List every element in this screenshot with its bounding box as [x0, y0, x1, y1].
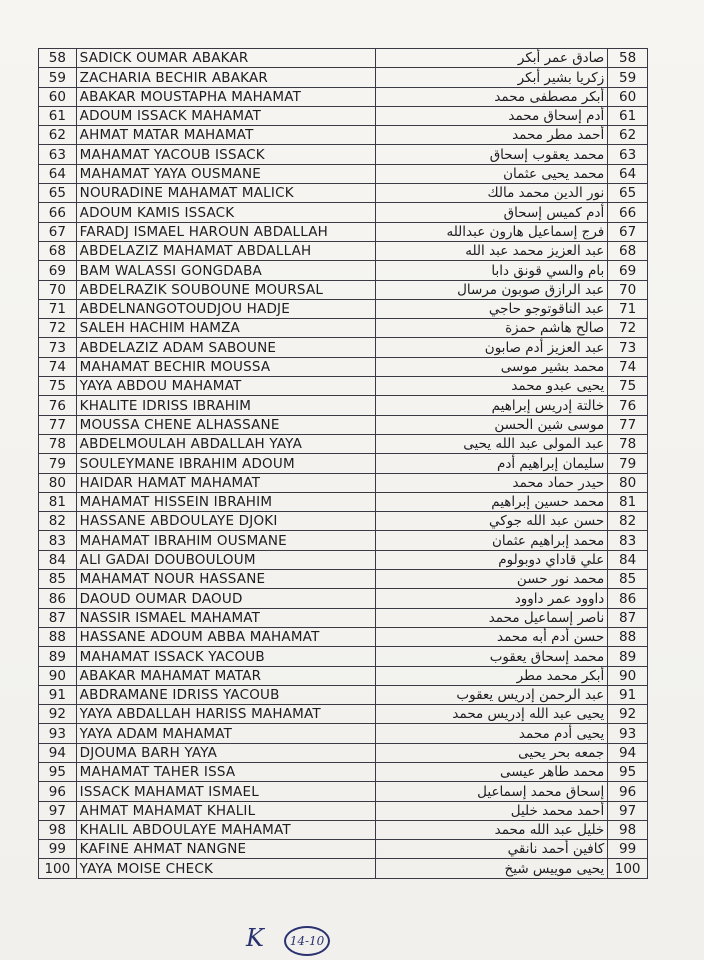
- latin-name-cell: MAHAMAT YACOUB ISSACK: [76, 145, 375, 164]
- arabic-name-cell: محمد يحيى عثمان: [376, 164, 608, 183]
- table-row: [39, 222, 648, 241]
- table-row: [39, 106, 648, 125]
- row-number-left: 63: [39, 145, 77, 164]
- table-row: [39, 705, 648, 724]
- latin-name-cell: NOURADINE MAHAMAT MALICK: [76, 184, 375, 203]
- row-number-left: 69: [39, 261, 77, 280]
- row-number-right: 64: [608, 164, 648, 183]
- latin-name-cell: KHALITE IDRISS IBRAHIM: [76, 396, 375, 415]
- row-number-left: 72: [39, 319, 77, 338]
- arabic-name-cell: عبد العزيز محمد عبد الله: [376, 241, 608, 260]
- row-number-right: 93: [608, 724, 648, 743]
- row-number-left: 68: [39, 241, 77, 260]
- row-number-left: 89: [39, 647, 77, 666]
- row-number-left: 81: [39, 492, 77, 511]
- row-number-left: 76: [39, 396, 77, 415]
- arabic-name-cell: حيدر حماد محمد: [376, 473, 608, 492]
- roster-table: [38, 48, 648, 879]
- table-row: [39, 377, 648, 396]
- row-number-left: 77: [39, 415, 77, 434]
- row-number-right: 70: [608, 280, 648, 299]
- row-number-right: 63: [608, 145, 648, 164]
- row-number-left: 79: [39, 454, 77, 473]
- arabic-name-cell: عبد العزيز أدم صابون: [376, 338, 608, 357]
- handwritten-initials: K: [246, 924, 264, 952]
- page-number-stamp: 14-10: [284, 926, 330, 956]
- latin-name-cell: BAM WALASSI GONGDABA: [76, 261, 375, 280]
- row-number-left: 80: [39, 473, 77, 492]
- row-number-right: 78: [608, 434, 648, 453]
- row-number-right: 76: [608, 396, 648, 415]
- row-number-right: 65: [608, 184, 648, 203]
- latin-name-cell: DAOUD OUMAR DAOUD: [76, 589, 375, 608]
- arabic-name-cell: أبكر محمد مطر: [376, 666, 608, 685]
- table-row: [39, 319, 648, 338]
- row-number-left: 96: [39, 782, 77, 801]
- arabic-name-cell: محمد إسحاق يعقوب: [376, 647, 608, 666]
- latin-name-cell: ISSACK MAHAMAT ISMAEL: [76, 782, 375, 801]
- row-number-right: 62: [608, 126, 648, 145]
- latin-name-cell: ABDELRAZIK SOUBOUNE MOURSAL: [76, 280, 375, 299]
- roster-table-body: [39, 49, 648, 879]
- arabic-name-cell: محمد يعقوب إسحاق: [376, 145, 608, 164]
- row-number-right: 68: [608, 241, 648, 260]
- latin-name-cell: KHALIL ABDOULAYE MAHAMAT: [76, 820, 375, 839]
- row-number-right: 67: [608, 222, 648, 241]
- table-row: [39, 203, 648, 222]
- arabic-name-cell: محمد نور حسن: [376, 570, 608, 589]
- latin-name-cell: ABDELNANGOTOUDJOU HADJE: [76, 299, 375, 318]
- latin-name-cell: YAYA MOISE CHECK: [76, 859, 375, 878]
- row-number-left: 62: [39, 126, 77, 145]
- row-number-right: 61: [608, 106, 648, 125]
- table-row: [39, 859, 648, 878]
- row-number-left: 85: [39, 570, 77, 589]
- row-number-left: 95: [39, 762, 77, 781]
- row-number-right: 94: [608, 743, 648, 762]
- row-number-left: 67: [39, 222, 77, 241]
- table-row: [39, 801, 648, 820]
- table-row: [39, 666, 648, 685]
- row-number-left: 83: [39, 531, 77, 550]
- arabic-name-cell: فرج إسماعيل هارون عبدالله: [376, 222, 608, 241]
- arabic-name-cell: أحمد محمد خليل: [376, 801, 608, 820]
- latin-name-cell: AHMAT MATAR MAHAMAT: [76, 126, 375, 145]
- row-number-right: 74: [608, 357, 648, 376]
- latin-name-cell: MAHAMAT NOUR HASSANE: [76, 570, 375, 589]
- row-number-left: 99: [39, 840, 77, 859]
- table-row: [39, 126, 648, 145]
- latin-name-cell: ABAKAR MAHAMAT MATAR: [76, 666, 375, 685]
- row-number-right: 90: [608, 666, 648, 685]
- table-row: [39, 782, 648, 801]
- table-row: [39, 241, 648, 260]
- arabic-name-cell: إسحاق محمد إسماعيل: [376, 782, 608, 801]
- arabic-name-cell: أدم كميس إسحاق: [376, 203, 608, 222]
- latin-name-cell: ADOUM KAMIS ISSACK: [76, 203, 375, 222]
- row-number-right: 58: [608, 49, 648, 68]
- table-row: [39, 396, 648, 415]
- row-number-right: 71: [608, 299, 648, 318]
- row-number-right: 81: [608, 492, 648, 511]
- arabic-name-cell: يحيى موييس شيخ: [376, 859, 608, 878]
- table-row: [39, 820, 648, 839]
- arabic-name-cell: عبد المولى عبد الله يحيى: [376, 434, 608, 453]
- table-row: [39, 261, 648, 280]
- table-row: [39, 589, 648, 608]
- table-row: [39, 87, 648, 106]
- arabic-name-cell: أدم إسحاق محمد: [376, 106, 608, 125]
- latin-name-cell: MAHAMAT HISSEIN IBRAHIM: [76, 492, 375, 511]
- latin-name-cell: YAYA ABDOU MAHAMAT: [76, 377, 375, 396]
- arabic-name-cell: عبد الناقوتوجو حاجي: [376, 299, 608, 318]
- arabic-name-cell: يحيى عبد الله إدريس محمد: [376, 705, 608, 724]
- latin-name-cell: HASSANE ADOUM ABBA MAHAMAT: [76, 627, 375, 646]
- arabic-name-cell: عبد الرحمن إدريس يعقوب: [376, 685, 608, 704]
- table-row: [39, 68, 648, 87]
- row-number-left: 91: [39, 685, 77, 704]
- table-row: [39, 685, 648, 704]
- arabic-name-cell: يحيى عبدو محمد: [376, 377, 608, 396]
- table-row: [39, 492, 648, 511]
- row-number-right: 60: [608, 87, 648, 106]
- row-number-right: 86: [608, 589, 648, 608]
- latin-name-cell: ABDELMOULAH ABDALLAH YAYA: [76, 434, 375, 453]
- row-number-right: 59: [608, 68, 648, 87]
- table-row: [39, 434, 648, 453]
- latin-name-cell: MAHAMAT YAYA OUSMANE: [76, 164, 375, 183]
- table-row: [39, 145, 648, 164]
- latin-name-cell: MAHAMAT IBRAHIM OUSMANE: [76, 531, 375, 550]
- row-number-left: 65: [39, 184, 77, 203]
- table-row: [39, 184, 648, 203]
- table-row: [39, 762, 648, 781]
- table-row: [39, 338, 648, 357]
- latin-name-cell: FARADJ ISMAEL HAROUN ABDALLAH: [76, 222, 375, 241]
- table-row: [39, 550, 648, 569]
- row-number-left: 92: [39, 705, 77, 724]
- table-row: [39, 512, 648, 531]
- arabic-name-cell: حسن أدم أبه محمد: [376, 627, 608, 646]
- arabic-name-cell: جمعه بحر يحيى: [376, 743, 608, 762]
- row-number-left: 59: [39, 68, 77, 87]
- table-row: [39, 357, 648, 376]
- arabic-name-cell: صالح هاشم حمزة: [376, 319, 608, 338]
- latin-name-cell: ZACHARIA BECHIR ABAKAR: [76, 68, 375, 87]
- arabic-name-cell: أبكر مصطفى محمد: [376, 87, 608, 106]
- latin-name-cell: MAHAMAT TAHER ISSA: [76, 762, 375, 781]
- arabic-name-cell: بام والسي قونق دابا: [376, 261, 608, 280]
- table-row: [39, 49, 648, 68]
- row-number-left: 64: [39, 164, 77, 183]
- row-number-left: 60: [39, 87, 77, 106]
- arabic-name-cell: موسى شين الحسن: [376, 415, 608, 434]
- row-number-right: 66: [608, 203, 648, 222]
- latin-name-cell: MAHAMAT ISSACK YACOUB: [76, 647, 375, 666]
- latin-name-cell: NASSIR ISMAEL MAHAMAT: [76, 608, 375, 627]
- arabic-name-cell: سليمان إبراهيم أدم: [376, 454, 608, 473]
- row-number-left: 94: [39, 743, 77, 762]
- row-number-left: 58: [39, 49, 77, 68]
- arabic-name-cell: محمد بشير موسى: [376, 357, 608, 376]
- row-number-left: 71: [39, 299, 77, 318]
- table-row: [39, 280, 648, 299]
- row-number-left: 75: [39, 377, 77, 396]
- table-row: [39, 454, 648, 473]
- row-number-right: 75: [608, 377, 648, 396]
- latin-name-cell: AHMAT MAHAMAT KHALIL: [76, 801, 375, 820]
- row-number-left: 66: [39, 203, 77, 222]
- latin-name-cell: DJOUMA BARH YAYA: [76, 743, 375, 762]
- arabic-name-cell: يحيى أدم محمد: [376, 724, 608, 743]
- latin-name-cell: ABDELAZIZ ADAM SABOUNE: [76, 338, 375, 357]
- latin-name-cell: SOULEYMANE IBRAHIM ADOUM: [76, 454, 375, 473]
- row-number-right: 83: [608, 531, 648, 550]
- latin-name-cell: YAYA ADAM MAHAMAT: [76, 724, 375, 743]
- arabic-name-cell: صادق عمر أبكر: [376, 49, 608, 68]
- table-row: [39, 627, 648, 646]
- latin-name-cell: MOUSSA CHENE ALHASSANE: [76, 415, 375, 434]
- latin-name-cell: SADICK OUMAR ABAKAR: [76, 49, 375, 68]
- row-number-right: 69: [608, 261, 648, 280]
- table-row: [39, 415, 648, 434]
- row-number-right: 87: [608, 608, 648, 627]
- row-number-left: 97: [39, 801, 77, 820]
- row-number-left: 73: [39, 338, 77, 357]
- row-number-left: 82: [39, 512, 77, 531]
- row-number-right: 82: [608, 512, 648, 531]
- row-number-left: 74: [39, 357, 77, 376]
- row-number-right: 80: [608, 473, 648, 492]
- row-number-left: 88: [39, 627, 77, 646]
- latin-name-cell: KAFINE AHMAT NANGNE: [76, 840, 375, 859]
- arabic-name-cell: محمد طاهر عيسى: [376, 762, 608, 781]
- table-row: [39, 570, 648, 589]
- table-row: [39, 473, 648, 492]
- row-number-left: 93: [39, 724, 77, 743]
- table-row: [39, 647, 648, 666]
- table-row: [39, 531, 648, 550]
- row-number-left: 98: [39, 820, 77, 839]
- row-number-left: 86: [39, 589, 77, 608]
- row-number-right: 100: [608, 859, 648, 878]
- row-number-right: 96: [608, 782, 648, 801]
- row-number-right: 97: [608, 801, 648, 820]
- row-number-right: 77: [608, 415, 648, 434]
- row-number-right: 89: [608, 647, 648, 666]
- arabic-name-cell: خالتة إدريس إبراهيم: [376, 396, 608, 415]
- latin-name-cell: ABDRAMANE IDRISS YACOUB: [76, 685, 375, 704]
- arabic-name-cell: داوود عمر داوود: [376, 589, 608, 608]
- row-number-right: 95: [608, 762, 648, 781]
- arabic-name-cell: محمد حسين إبراهيم: [376, 492, 608, 511]
- latin-name-cell: YAYA ABDALLAH HARISS MAHAMAT: [76, 705, 375, 724]
- latin-name-cell: ABDELAZIZ MAHAMAT ABDALLAH: [76, 241, 375, 260]
- latin-name-cell: SALEH HACHIM HAMZA: [76, 319, 375, 338]
- row-number-left: 87: [39, 608, 77, 627]
- table-row: [39, 743, 648, 762]
- row-number-left: 100: [39, 859, 77, 878]
- arabic-name-cell: أحمد مطر محمد: [376, 126, 608, 145]
- table-row: [39, 164, 648, 183]
- row-number-right: 88: [608, 627, 648, 646]
- row-number-left: 61: [39, 106, 77, 125]
- arabic-name-cell: كافين أحمد نانقي: [376, 840, 608, 859]
- row-number-left: 90: [39, 666, 77, 685]
- row-number-right: 79: [608, 454, 648, 473]
- arabic-name-cell: حسن عبد الله جوكي: [376, 512, 608, 531]
- arabic-name-cell: خليل عبد الله محمد: [376, 820, 608, 839]
- arabic-name-cell: عبد الرازق صوبون مرسال: [376, 280, 608, 299]
- latin-name-cell: HASSANE ABDOULAYE DJOKI: [76, 512, 375, 531]
- arabic-name-cell: نور الدين محمد مالك: [376, 184, 608, 203]
- row-number-right: 73: [608, 338, 648, 357]
- arabic-name-cell: ناصر إسماعيل محمد: [376, 608, 608, 627]
- latin-name-cell: HAIDAR HAMAT MAHAMAT: [76, 473, 375, 492]
- latin-name-cell: MAHAMAT BECHIR MOUSSA: [76, 357, 375, 376]
- row-number-right: 85: [608, 570, 648, 589]
- table-row: [39, 299, 648, 318]
- row-number-right: 91: [608, 685, 648, 704]
- row-number-left: 84: [39, 550, 77, 569]
- row-number-right: 99: [608, 840, 648, 859]
- table-row: [39, 840, 648, 859]
- row-number-left: 78: [39, 434, 77, 453]
- row-number-right: 92: [608, 705, 648, 724]
- latin-name-cell: ALI GADAI DOUBOULOUM: [76, 550, 375, 569]
- table-row: [39, 724, 648, 743]
- latin-name-cell: ABAKAR MOUSTAPHA MAHAMAT: [76, 87, 375, 106]
- row-number-right: 72: [608, 319, 648, 338]
- row-number-left: 70: [39, 280, 77, 299]
- row-number-right: 84: [608, 550, 648, 569]
- table-row: [39, 608, 648, 627]
- row-number-right: 98: [608, 820, 648, 839]
- arabic-name-cell: زكريا بشير أبكر: [376, 68, 608, 87]
- arabic-name-cell: محمد إبراهيم عثمان: [376, 531, 608, 550]
- latin-name-cell: ADOUM ISSACK MAHAMAT: [76, 106, 375, 125]
- arabic-name-cell: علي قاداي دوبولوم: [376, 550, 608, 569]
